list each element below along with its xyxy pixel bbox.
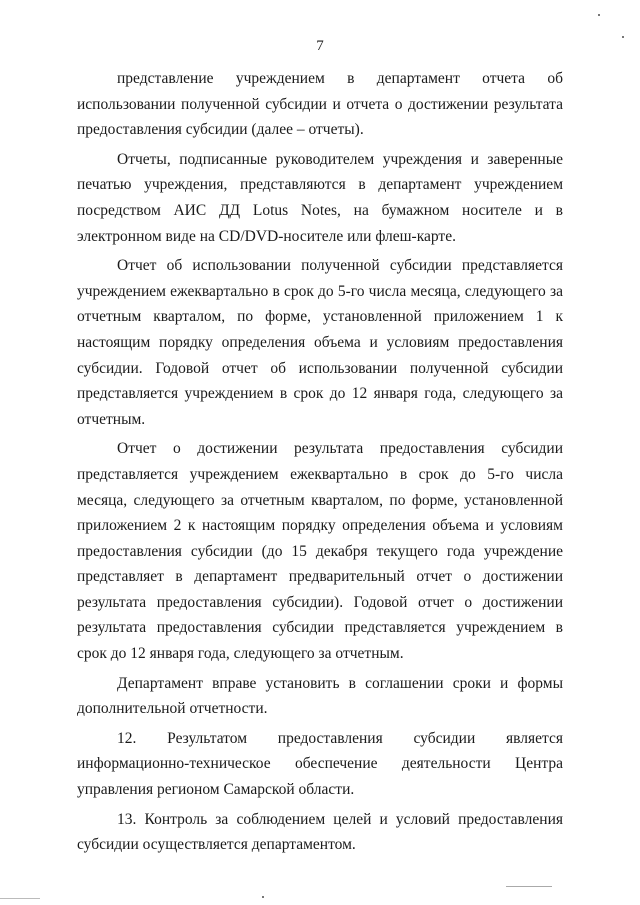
paragraph-usage-report: Отчет об использовании полученной субсидии представляется учреждением ежеквартально в срок до 5-го числа месяца, следующего за отчетным кварталом, по форме, установленной приложением 1 к настоящим порядку определения объема и условиям предоставления субсидии. Годовой отчет об использовании полученной субсидии представляется учреждением в срок до 12 января года, следующего за отчетным. [77,257,563,428]
paragraph-reporting-submission: представление учреждением в департамент отчета об использовании полученной субсидии и отчета о достижении результата предоставления субсидии (далее – отчеты). [77,70,563,139]
paragraph-item-12: 12. Результатом предоставления субсидии является информационно-техническое обеспечение деятельности Центра управления регионом Самарской области. [77,729,563,799]
page-number: 7 [316,38,324,54]
paragraph-item-13: 13. Контроль за соблюдением целей и условий предоставления субсидии осуществляется департаментом. [77,810,563,854]
paragraph-additional-reporting: Департамент вправе установить в соглашении сроки и формы дополнительной отчетности. [77,674,563,718]
paragraph-result-report: Отчет о достижении результата предоставления субсидии представляется учреждением ежеквартально в срок до 5-го числа месяца, следующего за отчетным кварталом, по форме, установленной приложением 2 к настоящим порядку определения объема и условиям предоставления субсидии (до 15 декабря текущего года учреждение представляет в департамент предварительный отчет о достижении результата предоставления субсидии). Годовой отчет о достижении результата предоставления субсидии представляется учреждением в срок до 12 января года, следующего за отчетным. [77,440,563,663]
paragraph-reports-signed: Отчеты, подписанные руководителем учреждения и заверенные печатью учреждения, представляются в департамент учреждением посредством АИС ДД Lotus Notes, на бумажном носителе и в электронном виде на CD/DVD-носителе или флеш-карте. [77,150,563,245]
scan-speck [0,898,40,899]
scan-speck [598,14,600,16]
document-body [77,66,563,862]
scan-speck [506,886,552,887]
scan-speck [262,896,264,898]
scan-speck [622,36,624,38]
